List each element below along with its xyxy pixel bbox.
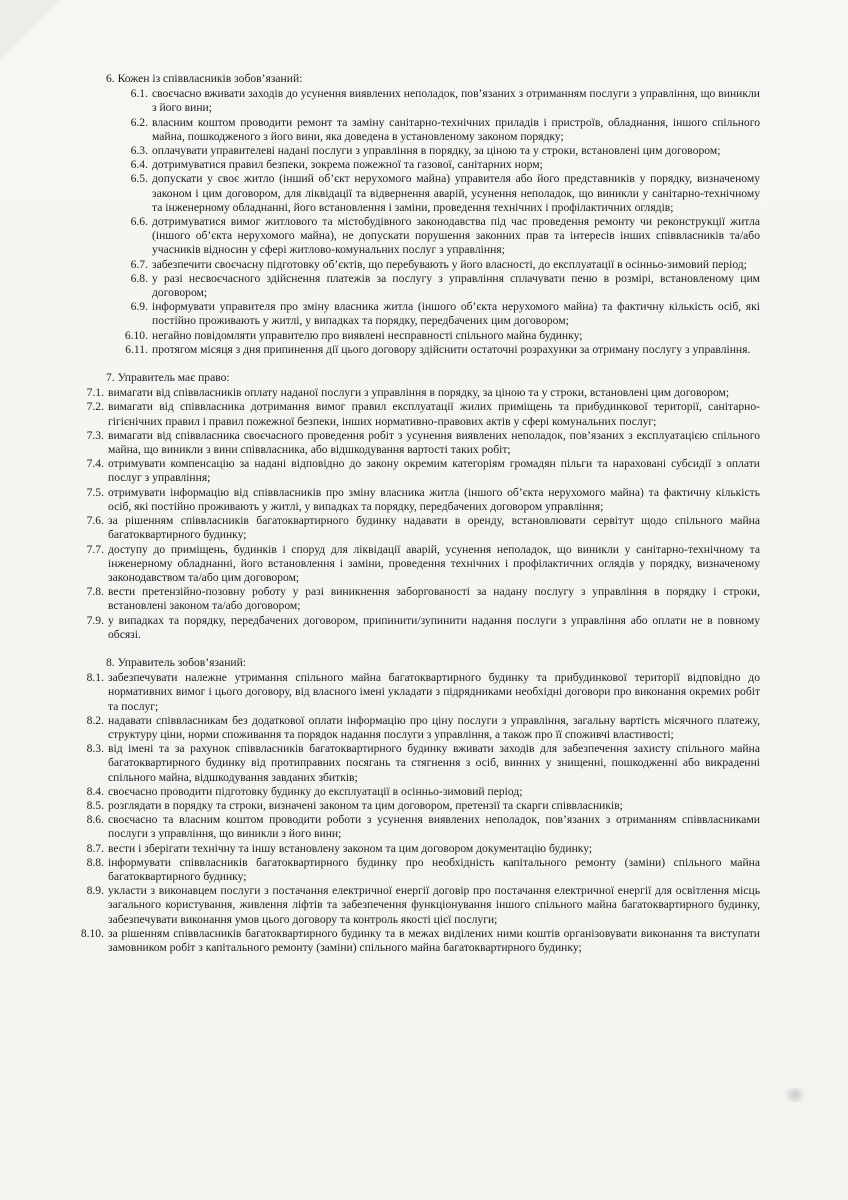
item-number: 8.10. xyxy=(80,926,104,940)
list-item xyxy=(72,884,760,927)
item-number: 8.3. xyxy=(86,742,104,756)
item-text: надавати співвласникам без додаткової оплати інформацію про ціну послуги з управління, загальну вартість місячного платежу, структуру ціни, норми споживання та порядок надання послуги з управління, а також про її споживчі властивості; xyxy=(108,713,760,741)
item-number: 6.9. xyxy=(130,300,148,314)
list-item xyxy=(72,144,760,158)
list-item xyxy=(72,671,760,714)
list-item xyxy=(72,300,760,328)
item-number: 8.6. xyxy=(86,813,104,827)
item-number: 8.9. xyxy=(86,884,104,898)
list-item xyxy=(72,856,760,884)
list-item xyxy=(72,457,760,485)
item-number: 8.7. xyxy=(86,841,104,855)
list-item xyxy=(72,842,760,856)
list-item xyxy=(72,215,760,258)
list-item xyxy=(72,785,760,799)
item-text: протягом місяця з дня припинення дії цього договору здійснити остаточні розрахунки за отриману послугу з управління. xyxy=(152,342,751,356)
section-7 xyxy=(72,371,760,642)
item-number: 6.1. xyxy=(130,87,148,101)
item-text: доступу до приміщень, будинків і споруд для ліквідації аварій, усунення неполадок, що виникли у санітарно-технічному та інженерному обладнанні, його встановлення і заміни, проведення технічних і профілактичних оглядів у порядку, визначеному законодавством та/або цим договором; xyxy=(108,542,760,584)
item-text: забезпечити своєчасну підготовку об’єктів, що перебувають у його власності, до експлуатації в осінньо-зимовий період; xyxy=(152,257,747,271)
list-item xyxy=(72,329,760,343)
item-number: 6.7. xyxy=(130,257,148,271)
item-text: вести і зберігати технічну та іншу встановлену законом та цим договором документацію будинку; xyxy=(108,841,593,855)
section-8 xyxy=(72,656,760,955)
list-item xyxy=(72,614,760,642)
list-item xyxy=(72,87,760,115)
item-text: укласти з виконавцем послуги з постачання електричної енергії договір про постачання електричної енергії для освітлення місць загального користування, живлення ліфтів та забезпечення функціонування іншого спільного майна багатоквартирного будинку, забезпечувати виконання умов цього договору та контроль якості цієї послуги; xyxy=(108,884,760,926)
list-item xyxy=(72,158,760,172)
scan-smudge xyxy=(782,1088,808,1102)
item-number: 7.7. xyxy=(86,542,104,556)
item-text: отримувати компенсацію за надані відповідно до закону окремим категоріям громадян пільги та нараховані субсидії з оплати послуг з управління; xyxy=(108,457,760,485)
list-item xyxy=(72,429,760,457)
item-text: власним коштом проводити ремонт та заміну санітарно-технічних приладів і пристроїв, обладнання, іншого спільного майна, пошкодженого з його вини, яка доведена в установленому законом порядку; xyxy=(152,115,760,143)
item-number: 8.8. xyxy=(86,855,104,869)
item-number: 7.5. xyxy=(86,485,104,499)
list-item xyxy=(72,813,760,841)
item-number: 6.4. xyxy=(130,158,148,172)
item-number: 7.9. xyxy=(86,613,104,627)
list-item xyxy=(72,585,760,613)
section-7-items xyxy=(72,386,760,642)
section-6 xyxy=(72,72,760,357)
item-text: від імені та за рахунок співвласників багатоквартирного будинку вживати заходів для забезпечення захисту спільного майна багатоквартирного будинку від протиправних посягань та стягнення з осіб, винних у знищенні, пошкодженні або викраденні спільного майна, відшкодування завданих збитків; xyxy=(108,742,760,784)
section-7-heading: 7. Управитель має право: xyxy=(106,371,230,385)
list-item xyxy=(72,543,760,586)
section-8-items xyxy=(72,671,760,955)
item-text: вимагати від співвласників оплату наданої послуги з управління в порядку, за ціною та у строки, встановлені цим договором; xyxy=(108,386,730,400)
item-number: 7.6. xyxy=(86,514,104,528)
item-number: 6.6. xyxy=(130,215,148,229)
item-number: 6.3. xyxy=(130,144,148,158)
item-text: забезпечувати належне утримання спільного майна багатоквартирного будинку та прибудинкової території відповідно до нормативних вимог і цього договору, від власного імені укладати з підрядниками необхідні договори про виконання окремих робіт та послуг; xyxy=(108,671,760,713)
item-text: дотримуватися вимог житлового та містобудівного законодавства під час проведення ремонту чи реконструкції житла (іншого об’єкта нерухомого майна), не допускати порушення законних прав та інтересів інших співвласників та/або учасників відносин у сфері житлово-комунальних послуг з управління; xyxy=(152,215,760,257)
section-6-items xyxy=(72,87,760,357)
section-8-heading: 8. Управитель зобов’язаний: xyxy=(106,655,247,669)
item-text: інформувати співвласників багатоквартирного будинку про необхідність капітального ремонту (заміни) спільного майна багатоквартирного будинку; xyxy=(108,855,760,883)
item-text: у випадках та порядку, передбачених договором, припинити/зупинити надання послуги з управління або оплати не в повному обсязі. xyxy=(108,613,760,641)
item-text: у разі несвоєчасного здійснення платежів за послугу з управління сплачувати пеню в розмірі, встановленому цим договором; xyxy=(152,271,760,300)
item-number: 8.5. xyxy=(86,798,104,812)
list-item xyxy=(72,927,760,955)
item-number: 8.1. xyxy=(86,671,104,685)
item-text: своєчасно вживати заходів до усунення виявлених неполадок, пов’язаних з отриманням послуги з управління, що виникли з його вини; xyxy=(152,87,760,115)
list-item xyxy=(72,258,760,272)
item-text: своєчасно та власним коштом проводити роботи з усунення виявлених неполадок, пов’язаних з отриманням співвласниками послуги з управління, що виникли з його вини; xyxy=(108,813,760,841)
item-text: вести претензійно-позовну роботу у разі виникнення заборгованості за надану послугу з управління в порядку і строки, встановлені законом та/або договором; xyxy=(108,585,760,613)
item-number: 7.3. xyxy=(86,428,104,442)
item-number: 6.5. xyxy=(130,172,148,186)
item-text: допускати у своє житло (інший об’єкт нерухомого майна) управителя або його представників у порядку, визначеному законом і цим договором, для ліквідації та відвернення аварій, усунення неполадок, що виникли у санітарно-технічному та інженерному обладнанні, його встановлення і заміни, проведення технічних і профілактичних оглядів; xyxy=(152,172,760,214)
item-number: 7.8. xyxy=(86,585,104,599)
item-number: 6.8. xyxy=(130,271,148,285)
list-item xyxy=(72,514,760,542)
list-item xyxy=(72,486,760,514)
item-text: вимагати від співвласника своєчасного проведення робіт з усунення виявлених неполадок, пов’язаних з експлуатацією спільного майна, що виникли з вини співвласника, або відшкодування вартості таких робіт; xyxy=(108,428,760,457)
list-item xyxy=(72,343,760,357)
item-text: інформувати управителя про зміну власника житла (іншого об’єкта нерухомого майна) та фактичну кількість осіб, які постійно проживають у житлі, у випадках та порядку, передбачених цим договором; xyxy=(152,300,760,328)
item-text: за рішенням співвласників багатоквартирного будинку надавати в оренду, встановлювати сервітут щодо спільного майна багатоквартирного будинку; xyxy=(108,514,760,542)
item-text: розглядати в порядку та строки, визначені законом та цим договором, претензії та скарги співвласників; xyxy=(108,798,623,812)
list-item xyxy=(72,400,760,428)
item-text: оплачувати управителеві надані послуги з управління в порядку, за ціною та у строки, встановлені цим договором; xyxy=(152,144,721,158)
item-text: своєчасно проводити підготовку будинку до експлуатації в осінньо-зимовий період; xyxy=(108,784,523,798)
section-6-heading: 6. Кожен із співвласників зобов’язаний: xyxy=(106,72,303,85)
item-number: 8.2. xyxy=(86,713,104,727)
list-item xyxy=(72,742,760,785)
item-number: 7.2. xyxy=(86,400,104,414)
item-text: отримувати інформацію від співвласників про зміну власника житла (іншого об’єкта нерухомого майна) та фактичну кількість осіб, які постійно проживають у житлі, у випадках та порядку, передбачених договором управління; xyxy=(108,485,760,513)
list-item xyxy=(72,116,760,144)
item-number: 6.10. xyxy=(124,328,148,342)
page-corner-fold xyxy=(0,0,60,60)
list-item xyxy=(72,799,760,813)
item-text: вимагати від співвласника дотримання вимог правил експлуатації жилих приміщень та прибудинкової території, санітарно-гігієнічних правил і правил пожежної безпеки, інших нормативно-правових актів у сфері комунальних послуг; xyxy=(108,400,760,428)
list-item xyxy=(72,172,760,215)
document-body xyxy=(72,72,760,969)
list-item xyxy=(72,714,760,742)
item-number: 7.4. xyxy=(86,457,104,471)
item-number: 8.4. xyxy=(86,784,104,798)
item-text: негайно повідомляти управителю про виявлені несправності спільного майна будинку; xyxy=(152,328,583,342)
item-number: 6.2. xyxy=(130,115,148,129)
item-number: 6.11. xyxy=(125,342,148,356)
list-item xyxy=(72,386,760,400)
list-item xyxy=(72,272,760,300)
item-number: 7.1. xyxy=(86,386,104,400)
item-text: за рішенням співвласників багатоквартирного будинку та в межах виділених ними коштів організовувати виконання та виступати замовником робіт з капітального ремонту (заміни) спільного майна багатоквартирного будинку; xyxy=(108,926,760,954)
item-text: дотримуватися правил безпеки, зокрема пожежної та газової, санітарних норм; xyxy=(152,158,543,172)
